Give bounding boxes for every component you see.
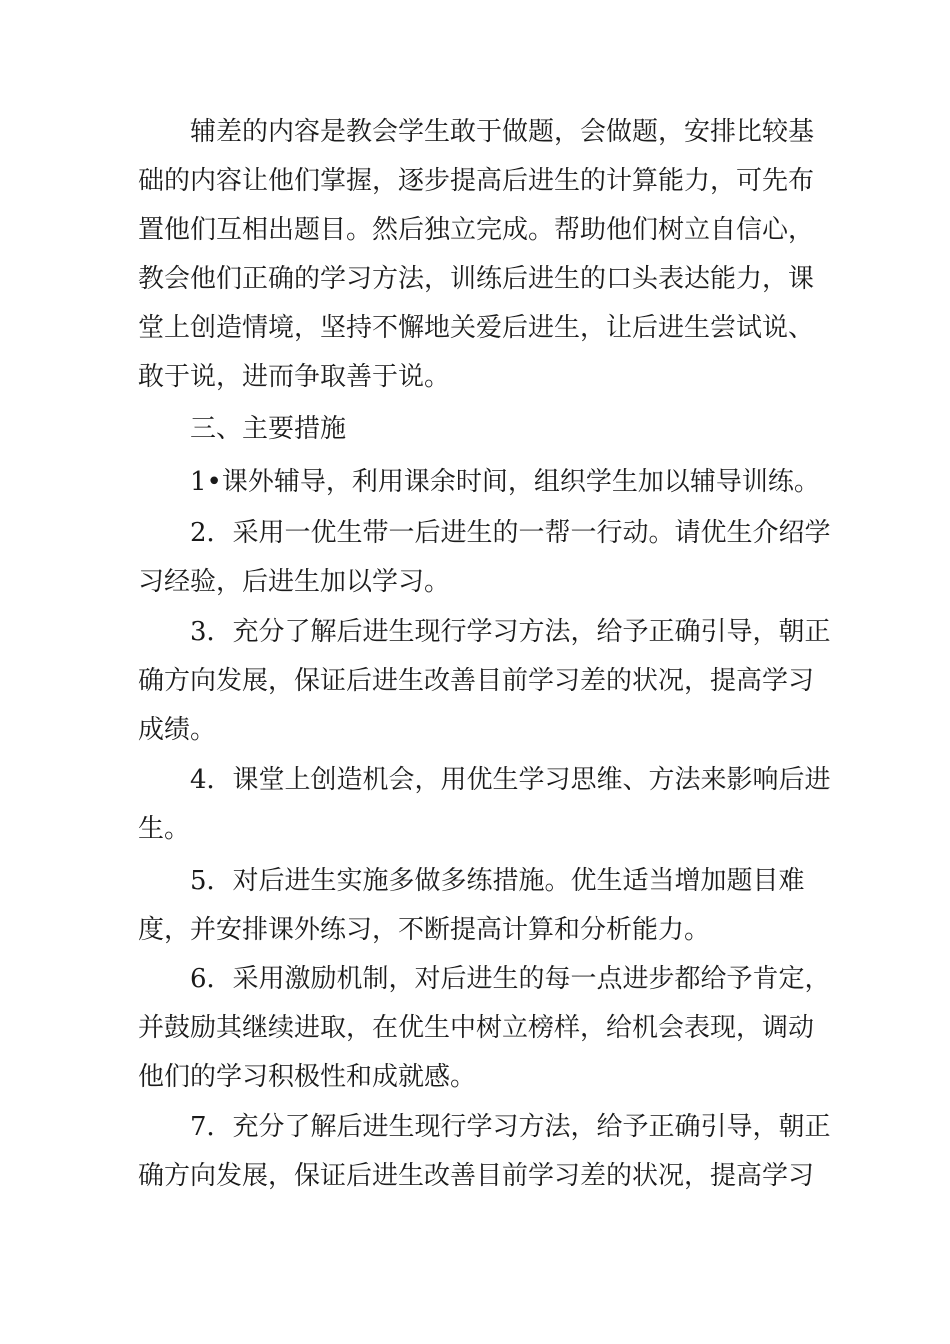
measure-item-5: 5．对后进生实施多做多练措施。优生适当增加题目难度，并安排课外练习，不断提高计算和分析能力。 <box>138 866 805 945</box>
section-heading-main-measures: 三、主要措施 <box>190 414 347 444</box>
measure-item-2: 2．采用一优生带一后进生的一帮一行动。请优生介绍学习经验，后进生加以学习。 <box>138 518 831 597</box>
measure-item-4: 4．课堂上创造机会，用优生学习思维、方法来影响后进生。 <box>138 765 831 844</box>
paragraph-tutoring-content: 辅差的内容是教会学生敢于做题，会做题，安排比较基础的内容让他们掌握，逐步提高后进生的计算能力，可先布置他们互相出题目。然后独立完成。帮助他们树立自信心，教会他们正确的学习方法，训练后进生的口头表达能力，课堂上创造情境，坚持不懈地关爱后进生，让后进生尝试说、敢于说，进而争取善于说。 <box>138 117 815 392</box>
measure-item-1: 1•课外辅导，利用课余时间，组织学生加以辅导训练。 <box>190 467 820 497</box>
measure-item-3: 3．充分了解后进生现行学习方法，给予正确引导，朝正确方向发展，保证后进生改善目前学习差的状况，提高学习成绩。 <box>138 617 831 745</box>
measure-item-6: 6．采用激励机制，对后进生的每一点进步都给予肯定，并鼓励其继续进取，在优生中树立榜样，给机会表现，调动他们的学习积极性和成就感。 <box>138 964 831 1092</box>
measure-item-7: 7．充分了解后进生现行学习方法，给予正确引导，朝正确方向发展，保证后进生改善目前学习差的状况，提高学习 <box>138 1112 831 1191</box>
